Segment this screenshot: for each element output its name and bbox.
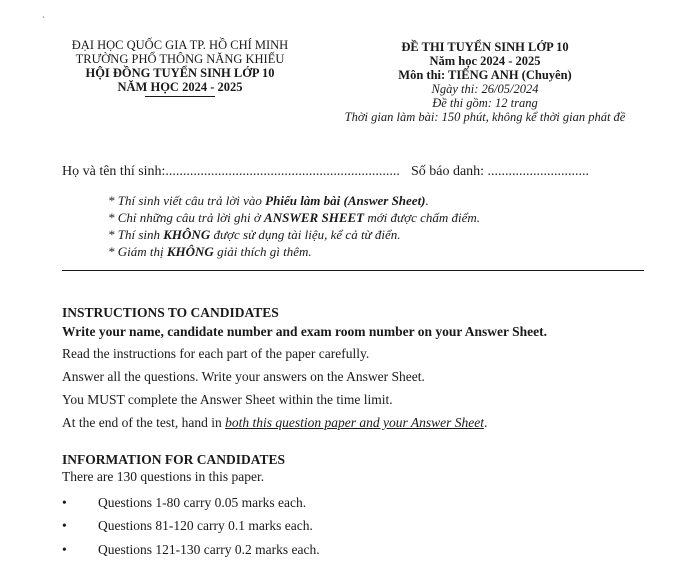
header-underline (145, 96, 215, 97)
note-item: * Chỉ những câu trả lời ghi ở ANSWER SHEET mới được chấm điểm. (108, 210, 481, 225)
divider (62, 270, 644, 271)
list-item-text: Questions 81-120 carry 0.1 marks each. (98, 518, 313, 533)
instruction-line: Read the instructions for each part of the paper carefully. (62, 346, 370, 361)
school-name: TRƯỜNG PHỔ THÔNG NĂNG KHIẾU (75, 52, 285, 66)
note-item: * Thí sinh KHÔNG được sử dụng tài liệu, kể cả từ điển. (108, 227, 401, 242)
exam-title: ĐỀ THI TUYỂN SINH LỚP 10 (401, 40, 569, 54)
list-item-text: Questions 1-80 carry 0.05 marks each. (98, 495, 307, 510)
handin-prefix: At the end of the test, hand in (62, 415, 226, 430)
list-item (62, 542, 320, 558)
exam-subject: Môn thi: TIẾNG ANH (Chuyên) (398, 68, 572, 82)
list-item (62, 495, 306, 511)
exam-pages: Đề thi gồm: 12 trang (432, 96, 538, 110)
information-intro: There are 130 questions in this paper. (62, 469, 265, 484)
university-name: ĐẠI HỌC QUỐC GIA TP. HỒ CHÍ MINH (71, 38, 289, 52)
handin-suffix: . (483, 415, 488, 430)
council-name: HỘI ĐỒNG TUYỂN SINH LỚP 10 (85, 66, 275, 80)
scan-mark: ` (42, 16, 46, 27)
instruction-line-handin (62, 415, 487, 431)
header-left (50, 38, 310, 97)
bullet-icon: • (62, 495, 67, 510)
instructions-heading: INSTRUCTIONS TO CANDIDATES (62, 305, 279, 320)
exam-time: Thời gian làm bài: 150 phút, không kể thời gian phát đề (344, 110, 626, 124)
school-year: NĂM HỌC 2024 - 2025 (117, 80, 243, 94)
candidate-notes (108, 192, 480, 260)
information-heading: INFORMATION FOR CANDIDATES (62, 452, 286, 467)
instructions-bold-line: Write your name, candidate number and exam room number on your Answer Sheet. (62, 324, 548, 339)
exam-year: Năm học 2024 - 2025 (429, 54, 541, 68)
note-item: * Giám thị KHÔNG giải thích gì thêm. (108, 244, 312, 259)
handin-emphasis: both this question paper and your Answer Sheet (225, 415, 484, 430)
exam-date: Ngày thi: 26/05/2024 (431, 82, 539, 96)
list-item (62, 518, 313, 534)
note-item: * Thí sinh viết câu trả lời vào Phiếu làm bài (Answer Sheet). (108, 193, 429, 208)
list-item-text: Questions 121-130 carry 0.2 marks each. (98, 542, 320, 557)
instruction-line: You MUST complete the Answer Sheet within the time limit. (62, 392, 393, 407)
header-right (330, 40, 640, 124)
bullet-icon: • (62, 518, 67, 533)
candidate-number-field: Số báo danh: ............................. (410, 164, 590, 179)
candidate-name-field: Họ và tên thí sinh:................................................................... (62, 164, 400, 179)
bullet-icon: • (62, 542, 67, 557)
candidate-line (62, 164, 589, 180)
instruction-line: Answer all the questions. Write your answers on the Answer Sheet. (62, 369, 425, 384)
